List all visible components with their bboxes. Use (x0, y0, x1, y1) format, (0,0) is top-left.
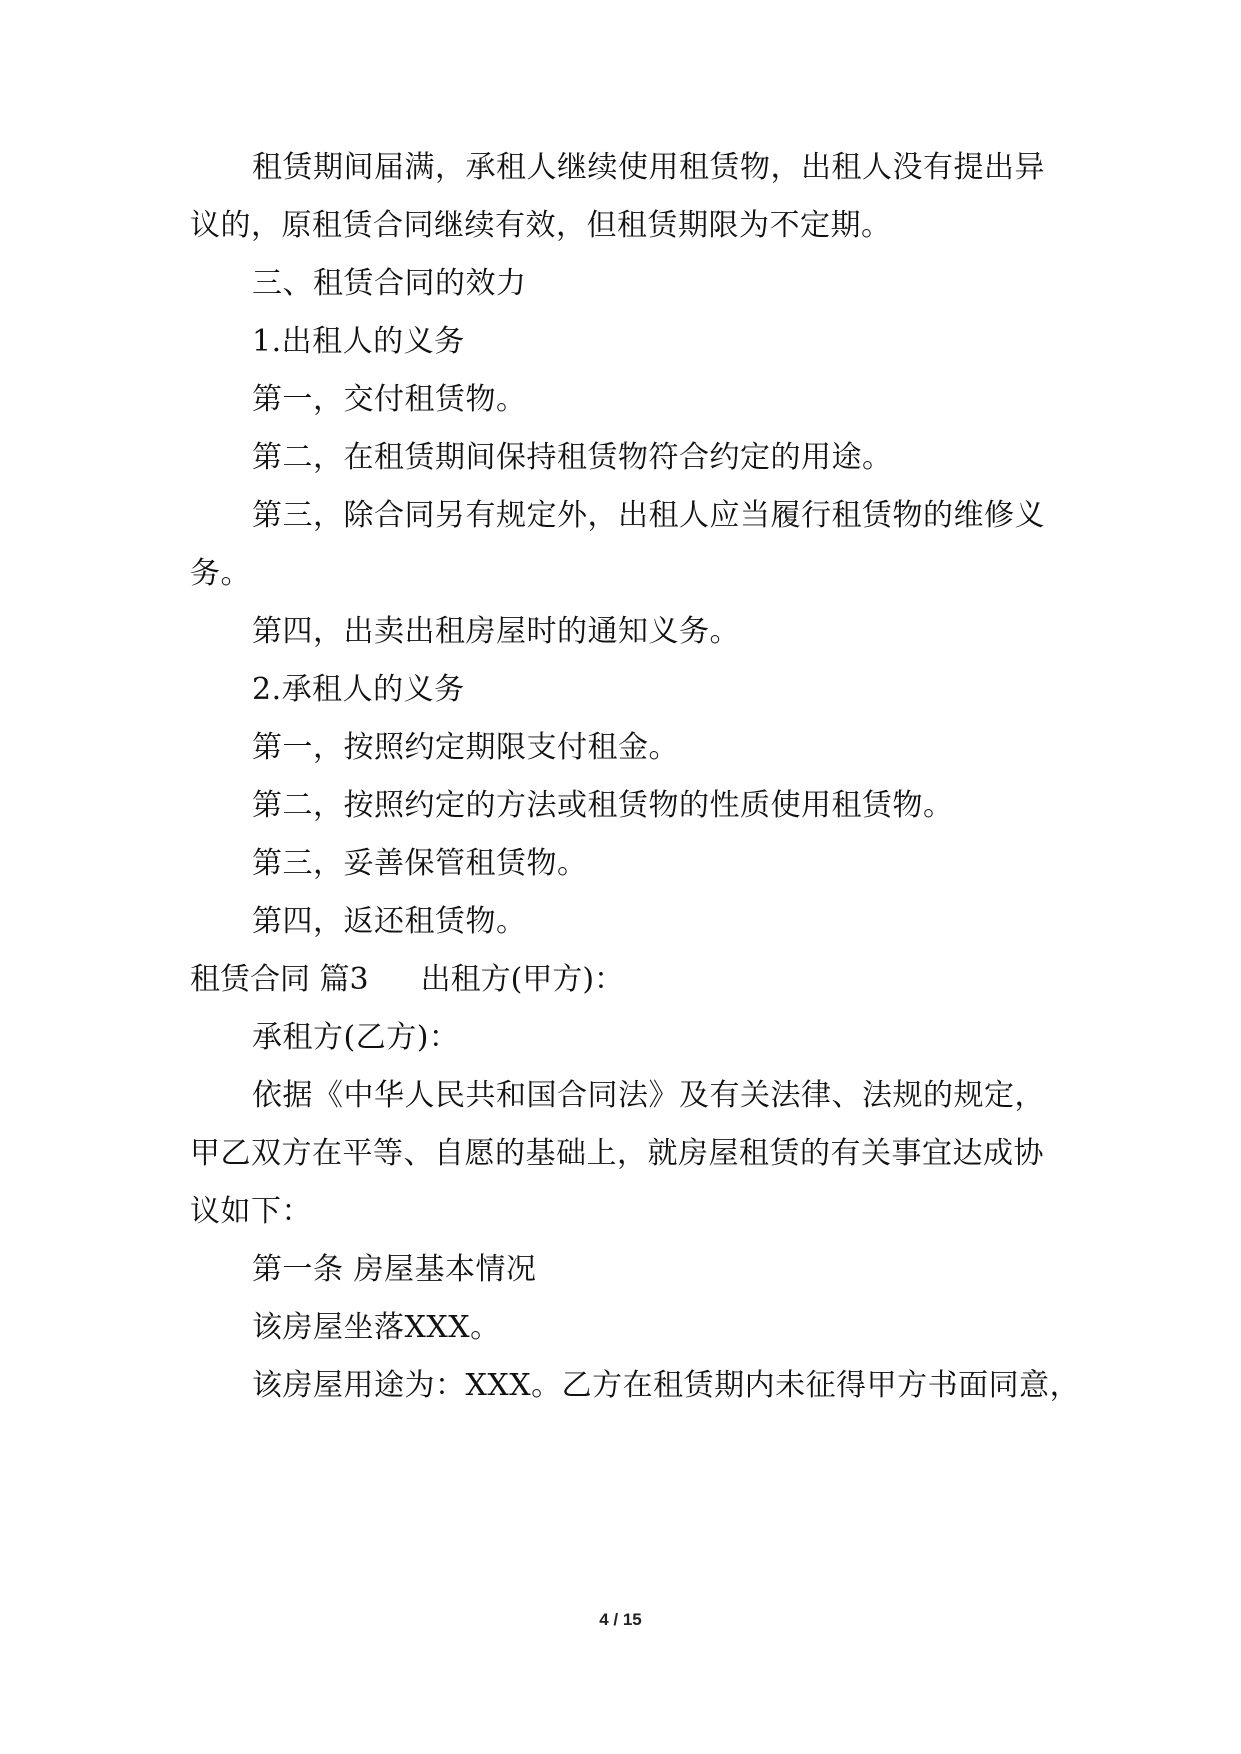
paragraph-line: 议的，原租赁合同继续有效，但租赁期限为不定期。 (190, 208, 892, 243)
paragraph-line: 议如下： (190, 1194, 312, 1229)
section-title: 租赁合同 篇3 (190, 962, 369, 997)
page-number: 4 / 15 (599, 1610, 642, 1629)
paragraph-line: 第二，在租赁期间保持租赁物符合约定的用途。 (252, 440, 893, 475)
subsection-heading: 2.承租人的义务 (252, 672, 465, 707)
contract-title-row (190, 960, 1070, 1000)
paragraph-line: 甲乙双方在平等、自愿的基础上，就房屋租赁的有关事宜达成协 (190, 1136, 1044, 1171)
paragraph-line: 该房屋坐落XXX。 (252, 1310, 501, 1345)
paragraph-line: 务。 (190, 556, 251, 591)
paragraph-line: 依据《中华人民共和国合同法》及有关法律、法规的规定， (252, 1078, 1045, 1113)
paragraph-line: 第一，按照约定期限支付租金。 (252, 730, 679, 765)
paragraph-line: 租赁期间届满，承租人继续使用租赁物，出租人没有提出异 (252, 150, 1045, 185)
paragraph-line: 第三，除合同另有规定外，出租人应当履行租赁物的维修义 (252, 498, 1045, 533)
lessee-label: 承租方(乙方)： (252, 1020, 460, 1055)
paragraph-line: 第一，交付租赁物。 (252, 382, 527, 417)
paragraph-line: 第四，返还租赁物。 (252, 904, 527, 939)
section-heading: 三、租赁合同的效力 (252, 266, 527, 301)
article-heading: 第一条 房屋基本情况 (252, 1252, 537, 1287)
subsection-heading: 1.出租人的义务 (252, 324, 465, 359)
paragraph-line: 第二，按照约定的方法或租赁物的性质使用租赁物。 (252, 788, 954, 823)
lessor-label: 出租方(甲方)： (420, 962, 625, 997)
paragraph-line: 第四，出卖出租房屋时的通知义务。 (252, 614, 740, 649)
paragraph-line: 第三，妥善保管租赁物。 (252, 846, 588, 881)
paragraph-line: 该房屋用途为：XXX。乙方在租赁期内未征得甲方书面同意， (252, 1368, 1081, 1403)
